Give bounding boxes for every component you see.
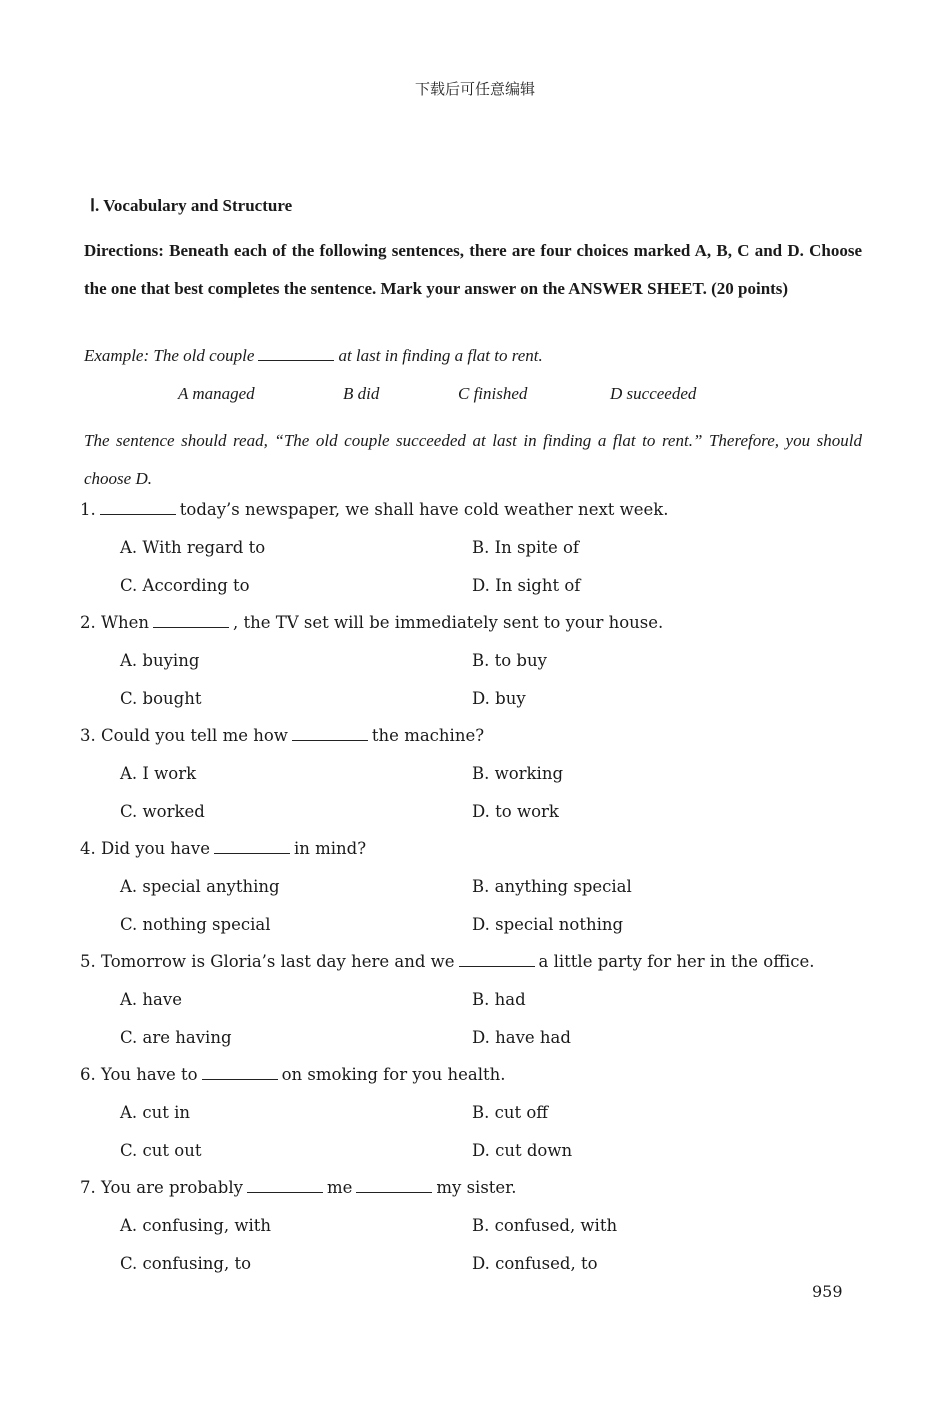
question-4-option-d: D. special nothing [472, 915, 624, 934]
question-7-option-b: B. confused, with [472, 1216, 618, 1235]
question-7-option-d: D. confused, to [472, 1254, 598, 1273]
question-1-option-b: B. In spite of [472, 538, 579, 557]
question-text: on smoking for you health. [281, 1065, 506, 1084]
answer-blank [356, 1178, 432, 1193]
question-5-option-a: A. have [120, 990, 182, 1009]
page-number: 959 [812, 1282, 843, 1301]
example-choice-c: C finished [458, 384, 528, 403]
question-4-option-b: B. anything special [472, 877, 632, 896]
question-6-option-d: D. cut down [472, 1141, 573, 1160]
question-1-option-d: D. In sight of [472, 576, 581, 595]
question-3-option-b: B. working [472, 764, 564, 783]
question-7-option-c: C. confusing, to [120, 1254, 252, 1273]
question-7 [80, 1178, 517, 1197]
question-4 [80, 839, 366, 858]
question-6 [80, 1065, 506, 1084]
question-text: 6. You have to [80, 1065, 198, 1084]
question-3 [80, 726, 484, 745]
question-text: 2. When [80, 613, 149, 632]
page-header: 下载后可任意编辑 [414, 80, 535, 98]
question-5-option-c: C. are having [120, 1028, 232, 1047]
question-text: 7. You are probably [80, 1178, 243, 1197]
question-6-option-b: B. cut off [472, 1103, 549, 1122]
answer-blank [100, 500, 176, 515]
example-explanation: The sentence should read, “The old couple succeeded at last in finding a flat to rent.” Therefore, you should choose D. [84, 431, 862, 488]
question-2-option-b: B. to buy [472, 651, 547, 670]
example-suffix: at last in finding a flat to rent. [338, 346, 543, 365]
example-choice-d: D succeeded [610, 384, 697, 403]
question-1-option-c: C. According to [120, 576, 250, 595]
question-1-option-a: A. With regard to [120, 538, 266, 557]
question-4-option-a: A. special anything [120, 877, 280, 896]
question-text: 5. Tomorrow is Gloria’s last day here and we [80, 952, 455, 971]
example-sentence [84, 346, 543, 366]
section-title: Ⅰ. Vocabulary and Structure [90, 196, 293, 215]
question-3-option-c: C. worked [120, 802, 205, 821]
question-2-option-d: D. buy [472, 689, 526, 708]
question-6-option-a: A. cut in [120, 1103, 191, 1122]
question-3-option-a: A. I work [120, 764, 197, 783]
question-7-option-a: A. confusing, with [120, 1216, 272, 1235]
question-text: me [326, 1178, 353, 1197]
question-text: my sister. [436, 1178, 517, 1197]
question-text: today’s newspaper, we shall have cold weather next week. [179, 500, 669, 519]
example-choices [178, 384, 778, 414]
question-6-option-c: C. cut out [120, 1141, 202, 1160]
question-2 [80, 613, 663, 632]
question-text: 4. Did you have [80, 839, 210, 858]
answer-blank [258, 346, 334, 361]
question-4-option-c: C. nothing special [120, 915, 271, 934]
example-choice-b: B did [343, 384, 380, 403]
question-text: in mind? [293, 839, 367, 858]
directions: Directions: Beneath each of the following sentences, there are four choices marked A, B, C and D. Choose the one that best completes the sentence. Mark your answer on the ANSWER SHEET. (20 points) [84, 241, 862, 298]
answer-blank [292, 726, 368, 741]
answer-blank [214, 839, 290, 854]
question-5 [80, 952, 814, 971]
question-text: a little party for her in the office. [538, 952, 815, 971]
answer-blank [202, 1065, 278, 1080]
question-3-option-d: D. to work [472, 802, 559, 821]
question-text: 3. Could you tell me how [80, 726, 288, 745]
answer-blank [459, 952, 535, 967]
example-choice-a: A managed [178, 384, 255, 403]
question-5-option-d: D. have had [472, 1028, 571, 1047]
answer-blank [247, 1178, 323, 1193]
question-5-option-b: B. had [472, 990, 526, 1009]
question-2-option-c: C. bought [120, 689, 202, 708]
example-prefix: Example: The old couple [84, 346, 255, 365]
question-text: 1. [80, 500, 96, 519]
question-2-option-a: A. buying [120, 651, 200, 670]
answer-blank [153, 613, 229, 628]
question-text: the machine? [371, 726, 485, 745]
question-text: , the TV set will be immediately sent to your house. [232, 613, 664, 632]
question-1 [80, 500, 669, 519]
